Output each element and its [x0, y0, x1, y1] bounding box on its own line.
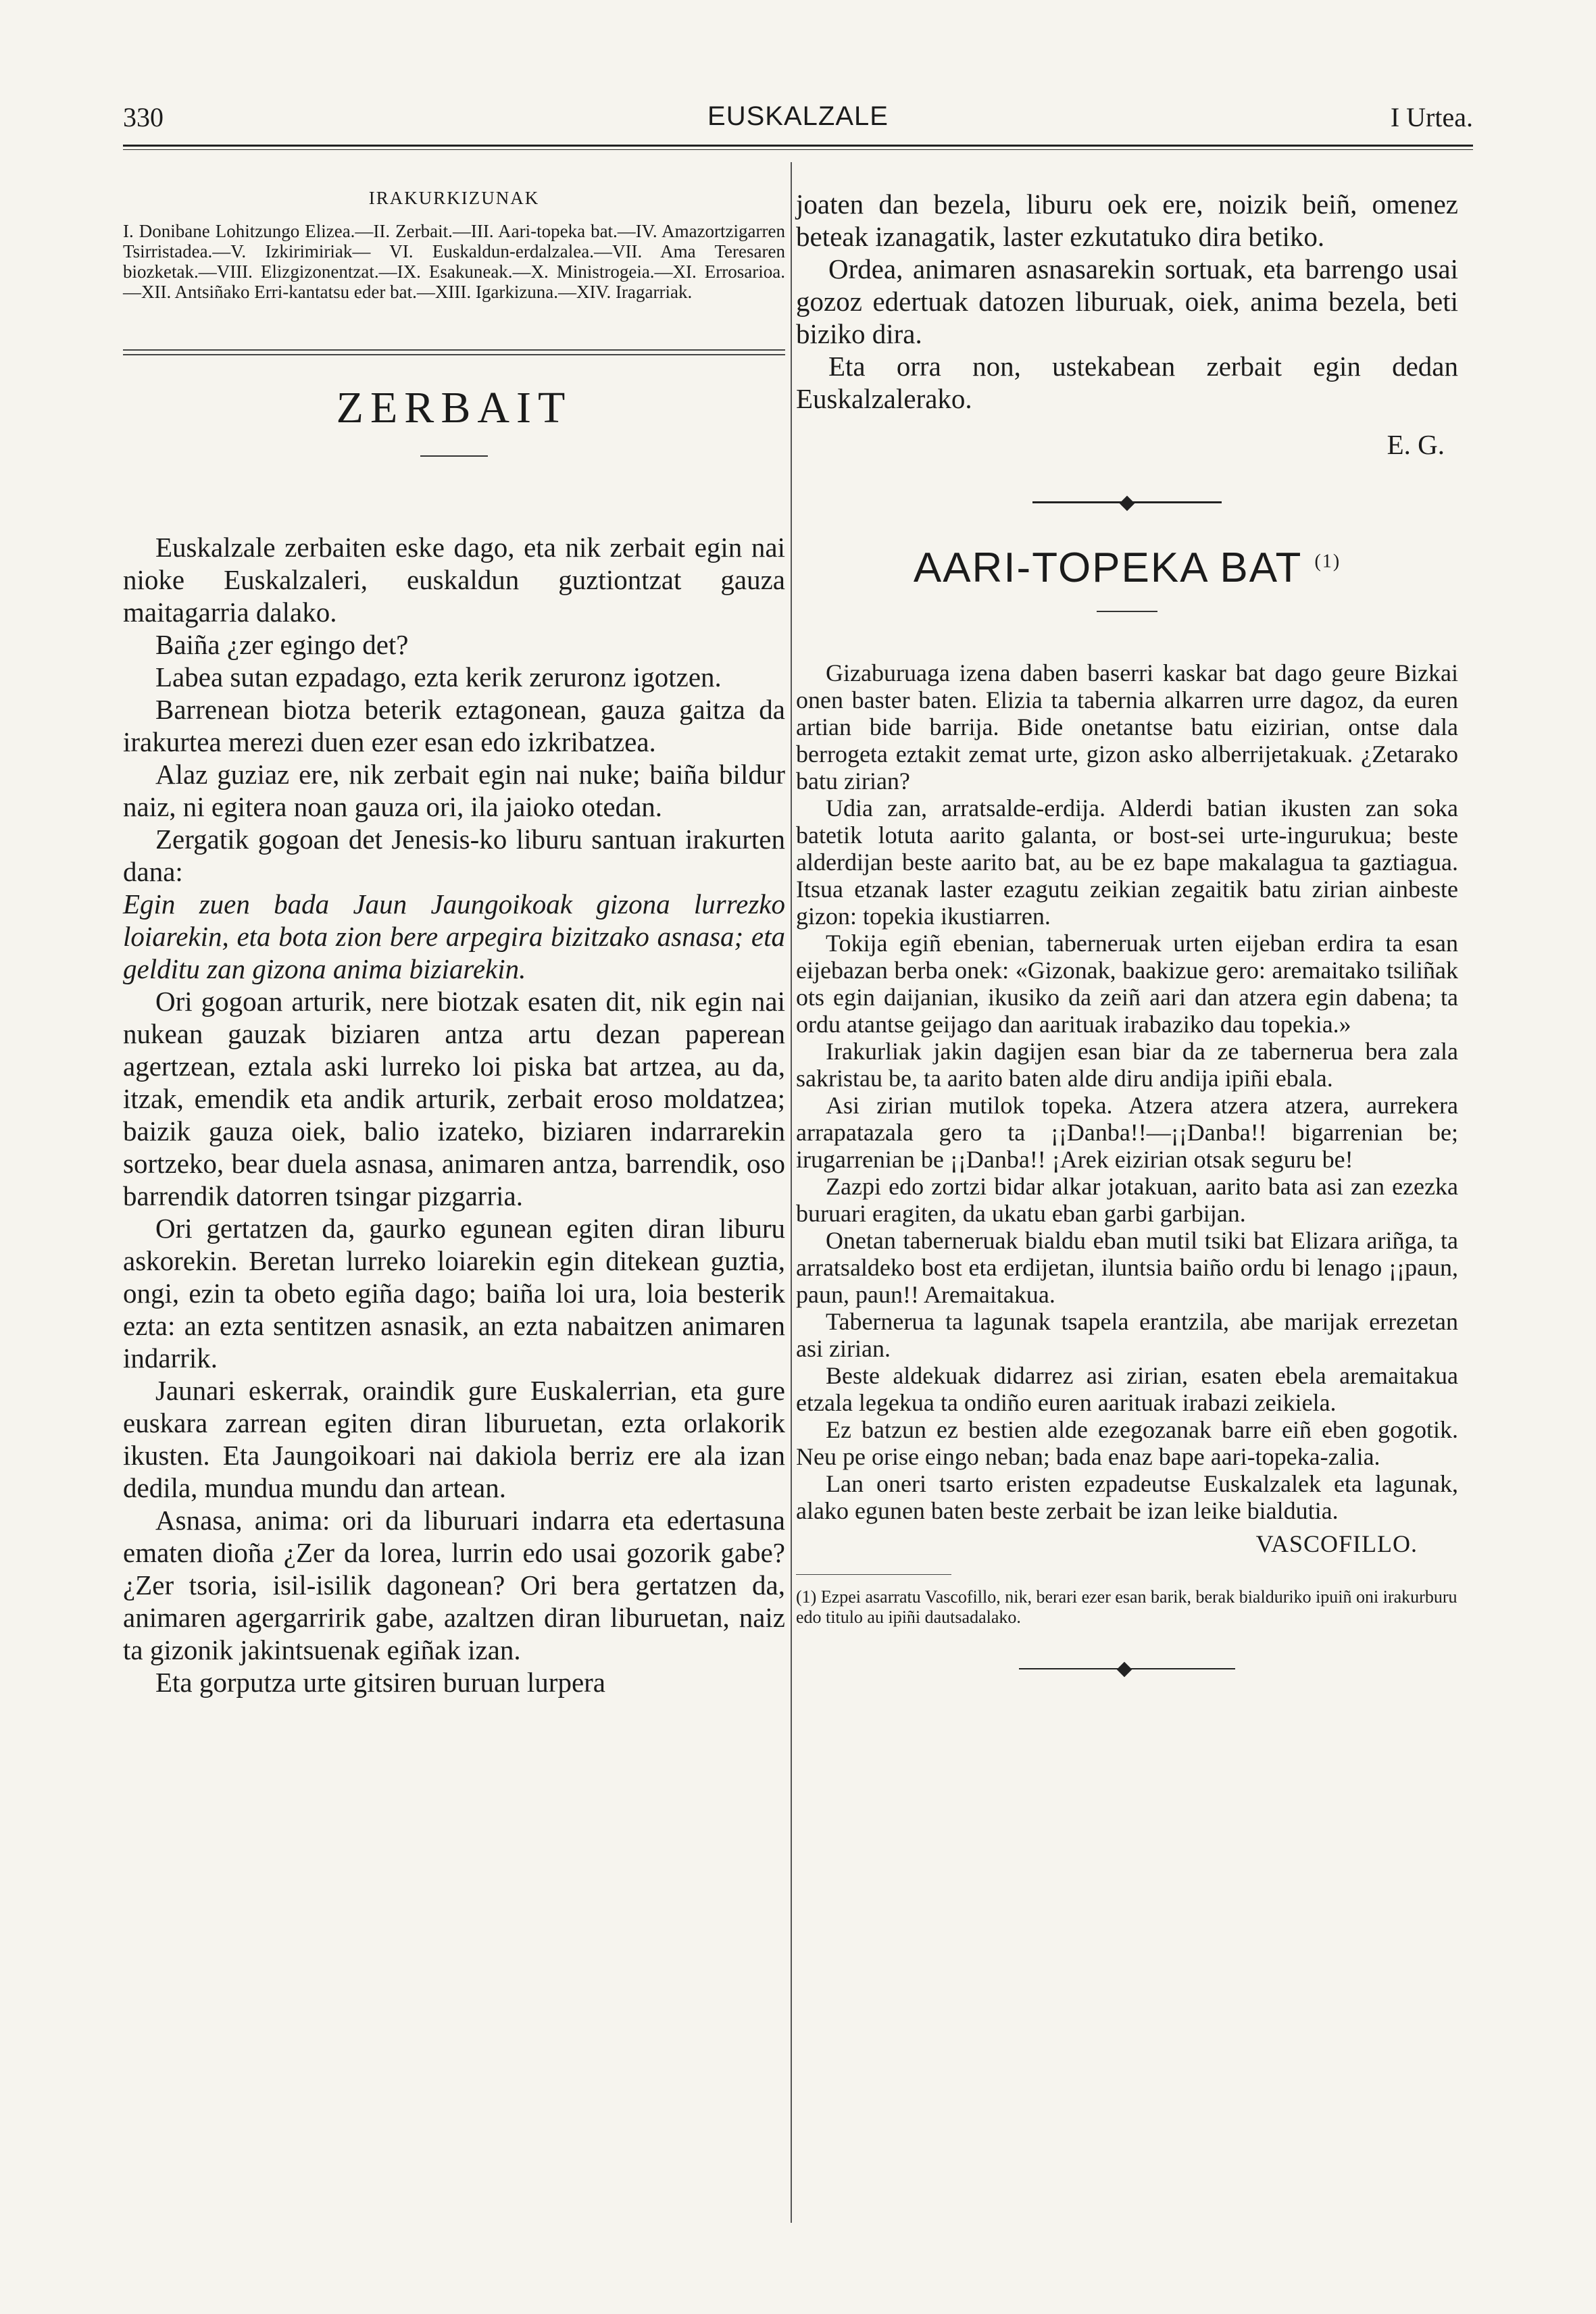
- paragraph: Barrenean biotza beterik eztagonean, gauza gaitza da irakurtea merezi duen ezer esan edo izkribatzea.: [123, 694, 785, 757]
- article-title-text: AARI-TOPEKA BAT: [913, 545, 1302, 591]
- paragraph: Tabernerua ta lagunak tsapela erantzila, abe marijak errezetan asi zirian.: [796, 1308, 1458, 1362]
- footnote-mark: (1): [1314, 551, 1341, 572]
- ornament-rule: [1032, 501, 1222, 503]
- header-rule: [123, 145, 1473, 147]
- paragraph: Asnasa, anima: ori da liburuari indarra eta edertasuna ematen dioña ¿Zer da lorea, lurrin edo usai gozorik gabe? ¿Zer tsoria, isil-isilik dagonean? Ori bera gertatzen da, animaren agergarririk gabe, azaltzen diran liburuetan, naiz ta gizonik jakintsuenak egiñak izan.: [123, 1505, 785, 1665]
- paragraph: Alaz guziaz ere, nik zerbait egin nai nuke; baiña bildur naiz, ni egitera noan gauza ori, ila jaioko otedan.: [123, 759, 785, 822]
- title-rule: [420, 455, 488, 457]
- paragraph: Onetan taberneruak bialdu eban mutil tsiki bat Elizara ariñga, ta arratsaldeko bost eta erdijetan, iluntsia baiño ordu bi lenago ¡¡paun, paun, paun!! Aremaitakua.: [796, 1227, 1458, 1308]
- paragraph: Zazpi edo zortzi bidar alkar jotakuan, aarito bata asi zan ezezka buruari eragiten, da ukatu eban garbi garbijan.: [796, 1173, 1458, 1227]
- paragraph: joaten dan bezela, liburu oek ere, noizik beiñ, omenez beteak izanagatik, laster ezkutatuko dira betiko.: [796, 188, 1458, 252]
- quote-paragraph: Egin zuen bada Jaun Jaungoikoak gizona lurrezko loiarekin, eta bota zion bere arpegira bizitzako asnasa; eta gelditu zan gizona anima biziarekin.: [123, 888, 785, 984]
- ornament-rule: [1019, 1668, 1235, 1669]
- paragraph: Beste aldekuak didarrez asi zirian, esaten ebela aremaitakua etzala legekua ta ondiño euren aarituak irabazi zeikiela.: [796, 1362, 1458, 1416]
- article-title: ZERBAIT: [336, 383, 572, 432]
- paragraph: Labea sutan ezpadago, ezta kerik zeruronz igotzen.: [155, 661, 722, 693]
- article-body: [796, 659, 1458, 1524]
- double-rule: [123, 349, 785, 355]
- paragraph: Eta gorputza urte gitsiren buruan lurpera: [155, 1667, 605, 1698]
- toc-heading: IRAKURKIZUNAK: [368, 188, 540, 208]
- ornament-diamond: [1117, 1662, 1132, 1678]
- signature: E. G.: [1387, 429, 1445, 460]
- page-number: 330: [123, 102, 164, 132]
- paragraph: Ordea, animaren asnasarekin sortuak, eta barrengo usai gozoz edertuak datozen liburuak, oiek, anima bezela, beti biziko dira.: [796, 253, 1458, 349]
- paragraph: Baiña ¿zer egingo det?: [155, 629, 409, 660]
- paragraph: Jaunari eskerrak, oraindik gure Euskalerrian, eta gure euskara zarrean egiten diran liburuetan, ezta orlakorik ikusten. Eta Jaungoikoari nai dakiola berriz ere ala izan dedila, mundua mundu dan artean.: [123, 1375, 785, 1503]
- ornament-diamond: [1120, 496, 1135, 511]
- page-header: [123, 101, 1473, 142]
- paragraph: Ez batzun ez bestien alde ezegozanak barre eiñ eben gogotik. Neu pe orise eingo neban; bada enaz bape aari-topeka-zalia.: [796, 1416, 1458, 1470]
- paragraph: Euskalzale zerbaiten eske dago, eta nik zerbait egin nai nioke Euskalzaleri, euskaldun guztiontzat gauza maitagarria dalako.: [123, 532, 785, 628]
- paragraph: Gizaburuaga izena daben baserri kaskar bat dago geure Bizkai onen baster baten. Elizia ta tabernia alkarren urre dagoz, da euren artian bide barrija. Bide onetantse batu eizirian, ontse dala berrogeta eztakit zemat urte, gizon asko alberrijetakuak. ¿Zetarako batu zirian?: [796, 659, 1458, 795]
- article-body-continued: [796, 188, 1458, 415]
- paragraph: Ori gogoan arturik, nere biotzak esaten dit, nik egin nai nukean gauzak biziaren antza artu dezan paperean agertzean, eztala aski lurreko loi piska bat artzea, au da, itzak, emendik eta andik arturik, zerbait eroso moldatzea; baizik gauza oiek, balio izateko, biziaren indarrarekin sortzeko, bear duela asnasa, animaren antza, barrendik, oso barrendik datorren tsingar pizgarria.: [123, 986, 785, 1211]
- footnote: (1) Ezpei asarratu Vascofillo, nik, berari ezer esan barik, berak bialduriko ipuiñ oni irakurburu edo titulo au ipiñi dautsadalako.: [796, 1587, 1457, 1627]
- paragraph: Eta orra non, ustekabean zerbait egin dedan Euskalzalerako.: [796, 351, 1458, 414]
- paragraph: Zergatik gogoan det Jenesis-ko liburu santuan irakurten dana:: [123, 824, 785, 887]
- issue-label: I Urtea.: [1390, 102, 1473, 132]
- paragraph: Asi zirian mutilok topeka. Atzera atzera atzera, aurrekera arrapatazala gero ta ¡¡Danba!!—¡¡Danba!! bigarrenian be; irugarrenian be ¡¡Danba!! ¡Arek eizirian otsak seguru be!: [796, 1092, 1458, 1173]
- signature: VASCOFILLO.: [1255, 1530, 1418, 1557]
- article-body: [123, 531, 785, 1699]
- title-rule: [1097, 611, 1157, 612]
- right-column: [796, 162, 1458, 1669]
- footnote-rule: [796, 1574, 951, 1575]
- left-column: [123, 162, 785, 1699]
- paragraph: Udia zan, arratsalde-erdija. Alderdi batian ikusten zan soka batetik lotuta aarito galanta, or bost-sei urte-ingurukua; beste alderdijan beste aarito bat, au be ez bape makalagua ta gaztiagua. Itsua etzanak laster ezagutu zeikian zegaitik batu zirian ainbeste gizon: topekia ikustiarren.: [796, 795, 1458, 930]
- paragraph: Irakurliak jakin dagijen esan biar da ze tabernerua bera zala sakristau be, ta aarito baten alde diru andija ipiñi ebala.: [796, 1038, 1458, 1092]
- paragraph: Tokija egiñ ebenian, taberneruak urten eijeban erdira ta esan eijebazan berba onek: «Gizonak, baakizue gero: aremaitako tsiliñak ots egin daijanian, ikusiko da zeiñ aari dan atzera egin dabena; ta ordu atantse geijago dan aarituak irabaziko dau topekia.»: [796, 930, 1458, 1038]
- paragraph: Lan oneri tsarto eristen ezpadeutse Euskalzalek eta lagunak, alako egunen baten beste zerbait be izan leike bialdutia.: [796, 1470, 1458, 1524]
- toc-text: I. Donibane Lohitzungo Elizea.—II. Zerbait.—III. Aari-topeka bat.—IV. Amazortzigarren Tsirristadea.—V. Izkirimiriak— VI. Euskaldun-erdalzalea.—VII. Ama Teresaren biozketak.—VIII. Elizgizonentzat.—IX. Esakuneak.—X. Ministrogeia.—XI. Errosarioa.—XII. Antsiñako Erri-kantatsu eder bat.—XIII. Igarkizuna.—XIV. Iragarriak.: [123, 221, 785, 302]
- column-divider: [791, 162, 792, 2223]
- article-title: [796, 544, 1458, 592]
- paragraph: Ori gertatzen da, gaurko egunean egiten diran liburu askorekin. Beretan lurreko loiarekin egin ditekean guztia, ongi, ezin ta obeto egiña dago; baiña loi ura, loia besterik ezta: an ezta sentitzen asnasik, an ezta nabaitzen animaren indarrik.: [123, 1213, 785, 1374]
- journal-title: EUSKALZALE: [707, 101, 889, 131]
- header-rule-thin: [123, 149, 1473, 150]
